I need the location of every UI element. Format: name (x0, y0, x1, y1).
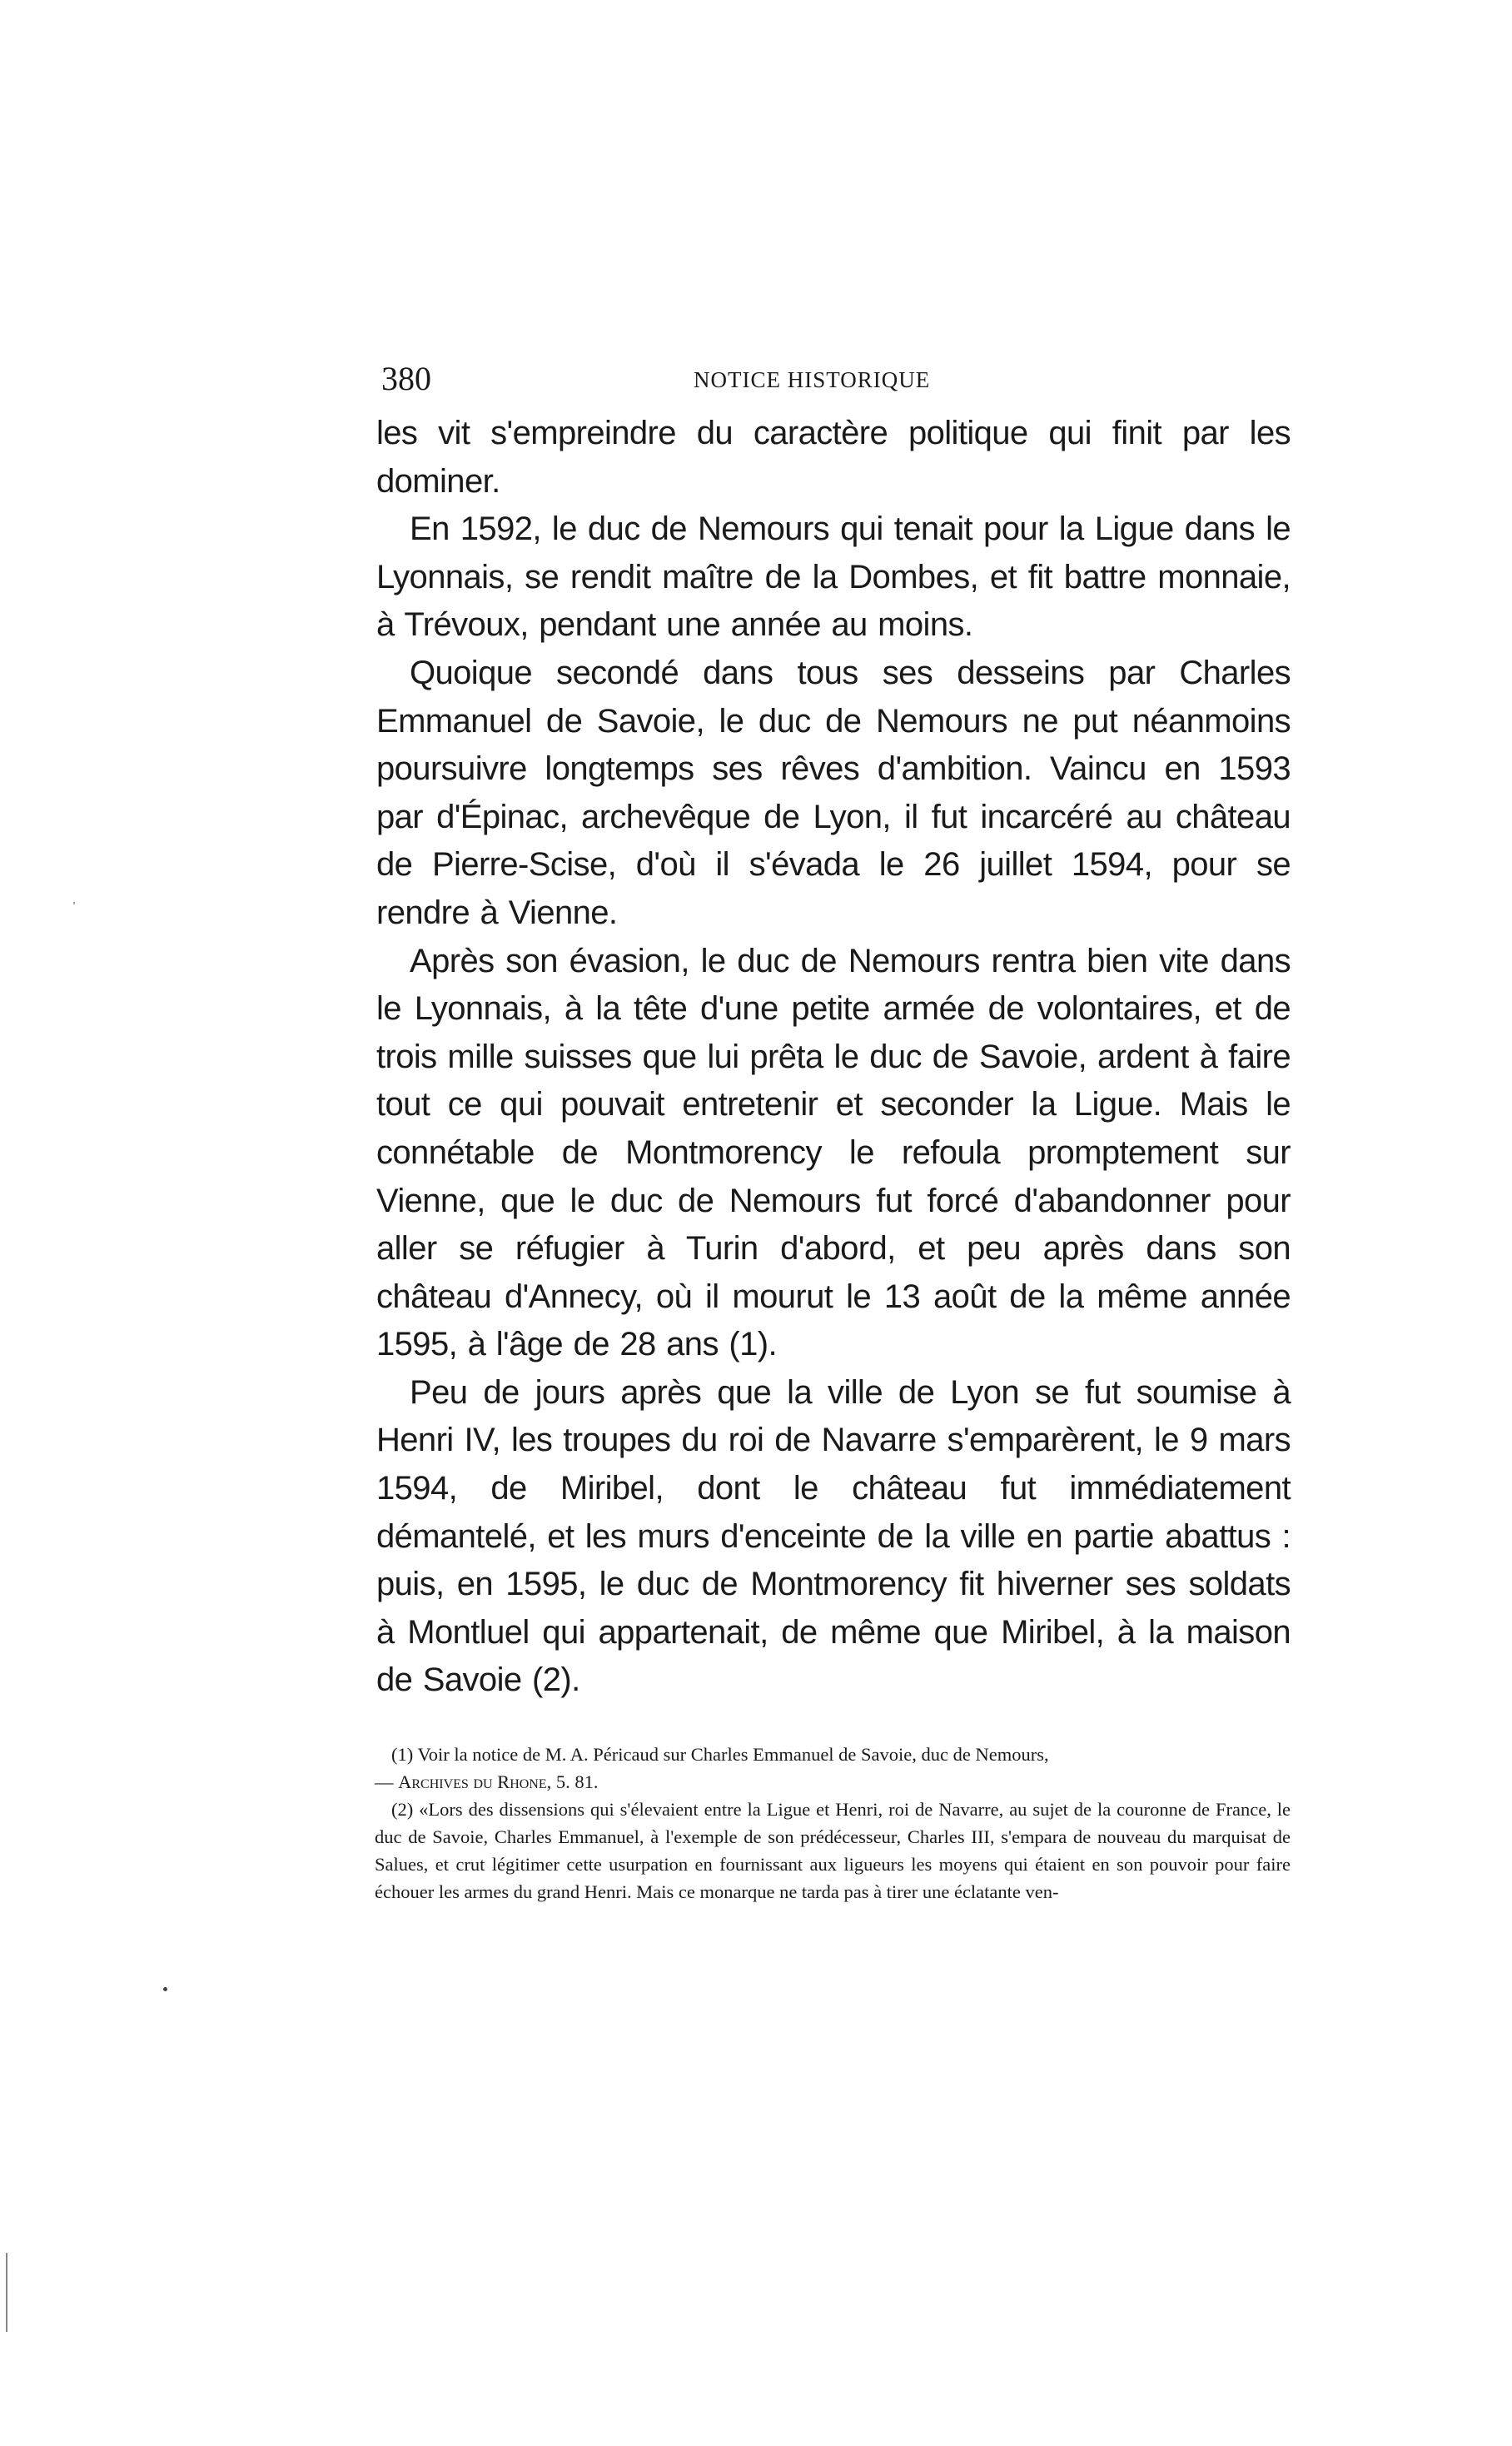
footnote-1-archive: Archives du Rhone (398, 1771, 547, 1792)
margin-speck (73, 902, 75, 904)
paragraph-continuation: les vit s'empreindre du caractère politique qui finit par les dominer. (376, 415, 1291, 500)
page-header (381, 358, 1297, 400)
footnotes (375, 1741, 1291, 1905)
footnote-1-source-suffix: , 5. 81. (546, 1771, 599, 1792)
footnote-2: (2) «Lors des dissensions qui s'élevaient entre la Ligue et Henri, roi de Navarre, au sujet de la couronne de France, le duc de Savoie, Charles Emmanuel, à l'exemple de son prédécesseur, Charles III, s'empara de nouveau du marquisat de Salues, et crut légitimer cette usurpation en fournissant aux ligueurs les moyens qui étaient en son pouvoir pour faire échouer les armes du grand Henri. Mais ce monarque ne tarda pas à tirer une éclatante ven- (375, 1799, 1291, 1902)
paragraph-henri-iv: Peu de jours après que la ville de Lyon se fut soumise à Henri IV, les troupes du roi de Navarre s'emparèrent, le 9 mars 1594, de Miribel, dont le château fut immédiatement démantelé, et les murs d'enceinte de la ville en partie abattus : puis, en 1595, le duc de Montmorency fit hiverner ses soldats à Montluel qui appartenait, de même que Miribel, à la maison de Savoie (2). (376, 1373, 1291, 1699)
body-text (376, 410, 1291, 1705)
margin-tick (6, 2253, 7, 2332)
footnote-1-source-prefix: — (375, 1771, 399, 1792)
page-number: 380 (381, 360, 431, 397)
paragraph-evasion: Après son évasion, le duc de Nemours rentra bien vite dans le Lyonnais, à la tête d'une petite armée de volontaires, et de trois mille suisses que lui prêta le duc de Savoie, ardent à faire tout ce qui pouvait entretenir et seconder la Ligue. Mais le connétable de Montmorency le refoula promptement sur Vienne, que le duc de Nemours fut forcé d'abandonner pour aller se réfugier à Turin d'abord, et peu après dans son château d'Annecy, où il mourut le 13 août de la même année 1595, à l'âge de 28 ans (1). (376, 942, 1291, 1363)
paragraph-nemours-ambition: Quoique secondé dans tous ses desseins par Charles Emmanuel de Savoie, le duc de Nemours ne put néanmoins poursuivre longtemps ses rêves d'ambition. Vaincu en 1593 par d'Épinac, archevêque de Lyon, il fut incarcéré au château de Pierre-Scise, d'où il s'évada le 26 juillet 1594, pour se rendre à Vienne. (376, 654, 1291, 931)
footnote-1-text: (1) Voir la notice de M. A. Péricaud sur Charles Emmanuel de Savoie, duc de Nemours, (391, 1744, 1049, 1765)
running-title: NOTICE HISTORIQUE (694, 367, 931, 392)
margin-dot (163, 1987, 167, 1991)
footnote-1-source (375, 1768, 1291, 1796)
paragraph-nemours-1592: En 1592, le duc de Nemours qui tenait pour la Ligue dans le Lyonnais, se rendit maître de la Dombes, et fit battre monnaie, à Trévoux, pendant une année au moins. (376, 511, 1291, 644)
footnote-1 (375, 1741, 1291, 1768)
